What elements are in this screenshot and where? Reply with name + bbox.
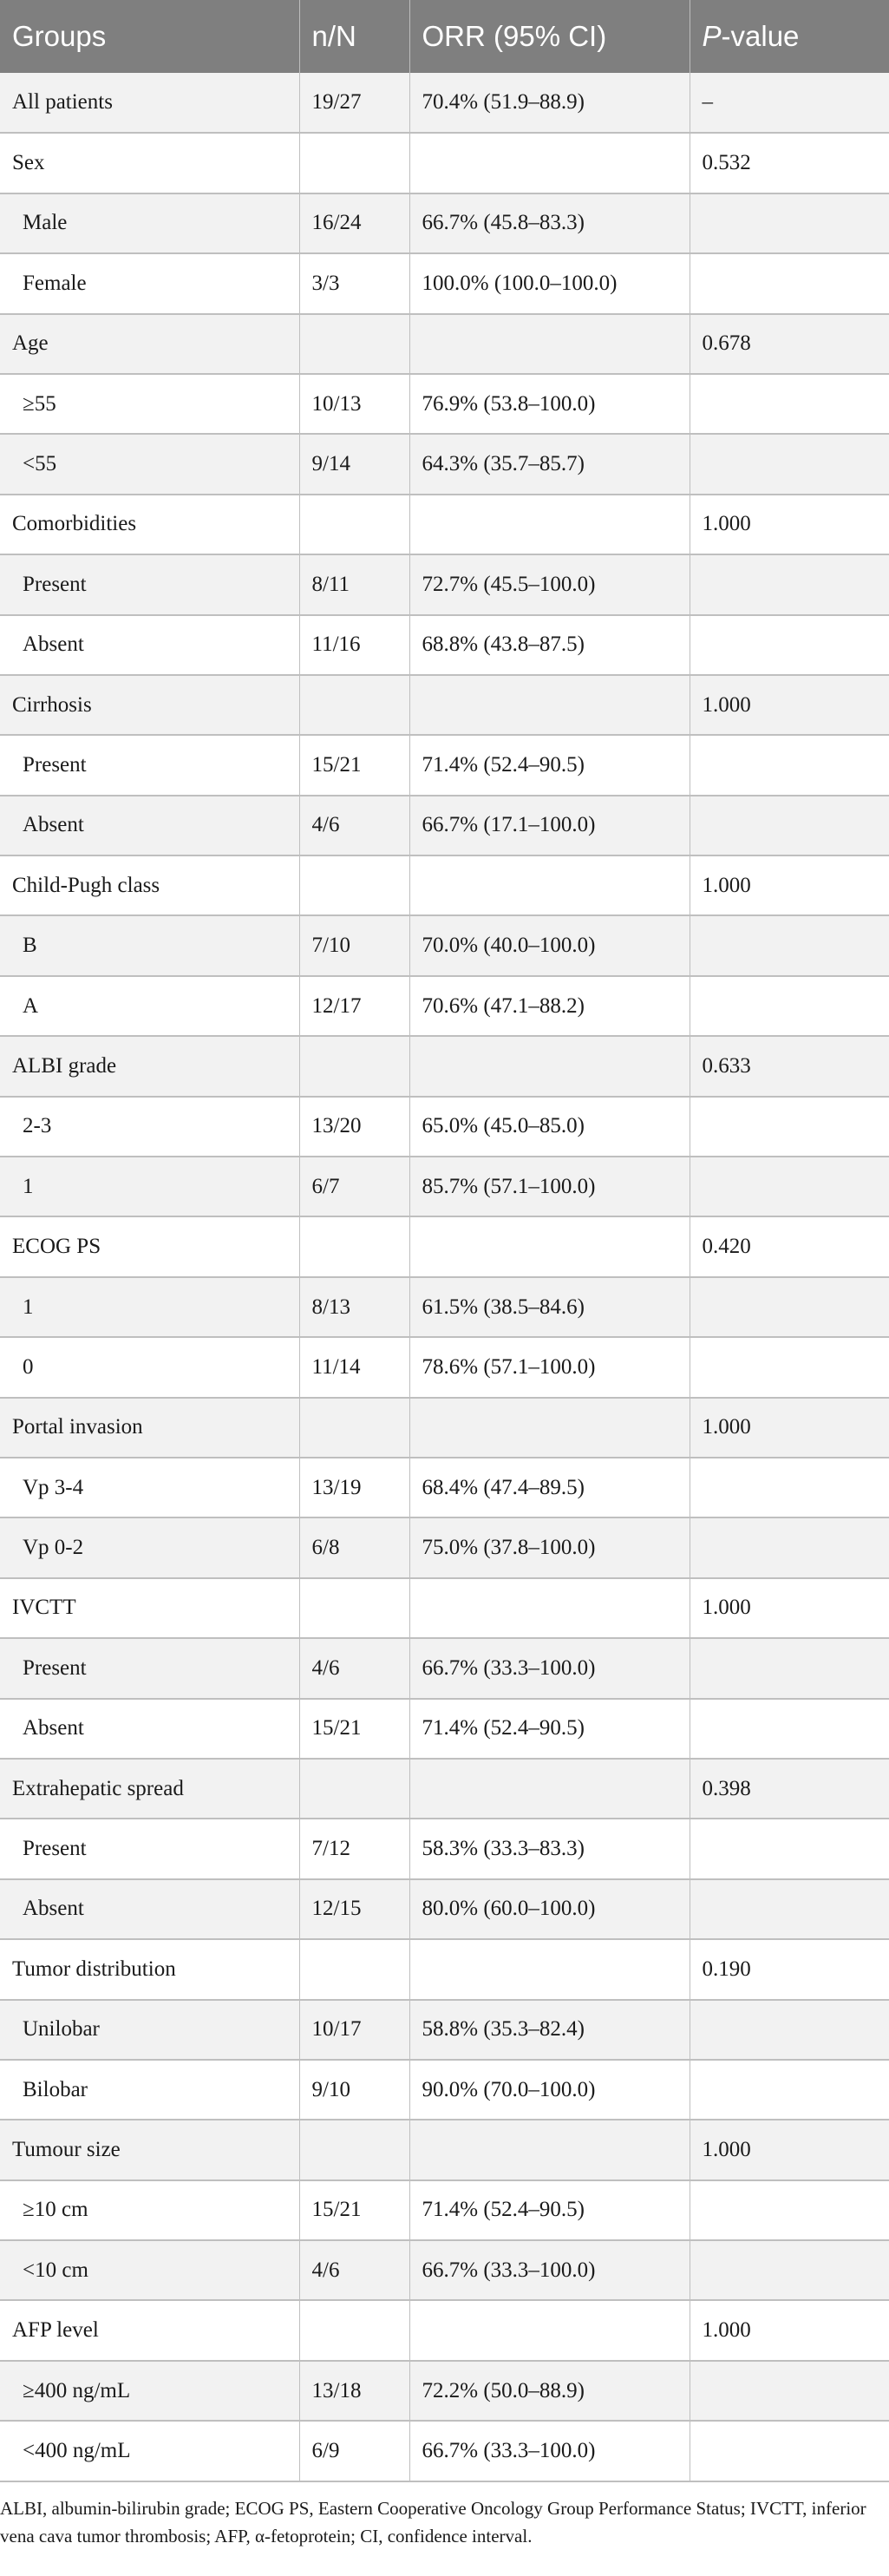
table-row (0, 2000, 889, 2060)
cell-p-value (690, 976, 889, 1036)
table-row (0, 1819, 889, 1878)
cell-p-value (690, 1157, 889, 1216)
cell-p-value (690, 1819, 889, 1878)
cell-group: Present (0, 1638, 299, 1698)
table-row (0, 1699, 889, 1759)
cell-orr (409, 495, 690, 554)
cell-n: 10/13 (299, 374, 409, 434)
cell-group: ECOG PS (0, 1216, 299, 1276)
cell-p-value (690, 374, 889, 434)
cell-orr (409, 133, 690, 193)
cell-n (299, 1216, 409, 1276)
cell-p-value: 1.000 (690, 1398, 889, 1458)
cell-n (299, 2120, 409, 2179)
cell-n (299, 1939, 409, 1999)
cell-orr: 70.6% (47.1–88.2) (409, 976, 690, 1036)
cell-p-value (690, 1458, 889, 1517)
header-orr: ORR (95% CI) (409, 0, 690, 73)
cell-orr: 68.8% (43.8–87.5) (409, 615, 690, 675)
cell-n (299, 314, 409, 374)
cell-n: 4/6 (299, 2240, 409, 2300)
cell-group: IVCTT (0, 1578, 299, 1638)
table-row (0, 434, 889, 494)
table-row (0, 1216, 889, 1276)
cell-n (299, 855, 409, 915)
cell-p-value: 0.398 (690, 1759, 889, 1819)
cell-n: 15/21 (299, 2180, 409, 2240)
cell-group: Present (0, 735, 299, 795)
cell-n: 9/10 (299, 2060, 409, 2120)
cell-orr: 76.9% (53.8–100.0) (409, 374, 690, 434)
cell-n (299, 675, 409, 735)
cell-p-value (690, 434, 889, 494)
cell-group: ≥55 (0, 374, 299, 434)
cell-orr (409, 2300, 690, 2360)
cell-p-value (690, 1097, 889, 1157)
cell-group: Present (0, 554, 299, 614)
table-row (0, 976, 889, 1036)
cell-p-value (690, 2180, 889, 2240)
cell-group: 1 (0, 1157, 299, 1216)
cell-n: 9/14 (299, 434, 409, 494)
cell-n (299, 1759, 409, 1819)
cell-p-value (690, 1879, 889, 1939)
cell-p-value (690, 193, 889, 253)
cell-group: ALBI grade (0, 1036, 299, 1096)
cell-group: Absent (0, 796, 299, 855)
cell-n (299, 1398, 409, 1458)
header-p-rest: -value (721, 20, 800, 52)
cell-p-value: 1.000 (690, 2300, 889, 2360)
table-row (0, 675, 889, 735)
cell-group: Age (0, 314, 299, 374)
cell-n (299, 133, 409, 193)
cell-group: Bilobar (0, 2060, 299, 2120)
table-row (0, 2361, 889, 2421)
cell-n: 6/9 (299, 2421, 409, 2481)
cell-orr (409, 1939, 690, 1999)
cell-group: AFP level (0, 2300, 299, 2360)
cell-group: Absent (0, 615, 299, 675)
table-row (0, 2300, 889, 2360)
cell-p-value: 0.190 (690, 1939, 889, 1999)
cell-n (299, 1578, 409, 1638)
cell-n (299, 1036, 409, 1096)
cell-group: Vp 0-2 (0, 1517, 299, 1577)
cell-orr: 72.2% (50.0–88.9) (409, 2361, 690, 2421)
cell-p-value (690, 1277, 889, 1337)
cell-orr: 72.7% (45.5–100.0) (409, 554, 690, 614)
cell-n: 15/21 (299, 1699, 409, 1759)
cell-orr (409, 1578, 690, 1638)
table-row (0, 1578, 889, 1638)
cell-group: Present (0, 1819, 299, 1878)
table-body (0, 73, 889, 2481)
cell-orr: 64.3% (35.7–85.7) (409, 434, 690, 494)
table-row (0, 314, 889, 374)
table-row (0, 1337, 889, 1397)
cell-n: 8/13 (299, 1277, 409, 1337)
cell-group: B (0, 915, 299, 975)
cell-group: 1 (0, 1277, 299, 1337)
cell-orr: 66.7% (17.1–100.0) (409, 796, 690, 855)
cell-p-value (690, 2361, 889, 2421)
cell-orr: 61.5% (38.5–84.6) (409, 1277, 690, 1337)
cell-n: 13/20 (299, 1097, 409, 1157)
cell-n: 11/14 (299, 1337, 409, 1397)
cell-n: 16/24 (299, 193, 409, 253)
table-row (0, 2240, 889, 2300)
table-row (0, 73, 889, 133)
table-row (0, 193, 889, 253)
cell-p-value (690, 2421, 889, 2481)
cell-p-value: 1.000 (690, 855, 889, 915)
cell-n: 7/12 (299, 1819, 409, 1878)
cell-n: 4/6 (299, 1638, 409, 1698)
cell-orr: 71.4% (52.4–90.5) (409, 2180, 690, 2240)
cell-group: <400 ng/mL (0, 2421, 299, 2481)
cell-group: 0 (0, 1337, 299, 1397)
cell-p-value: – (690, 73, 889, 133)
cell-p-value: 0.420 (690, 1216, 889, 1276)
table-row (0, 1759, 889, 1819)
cell-p-value: 0.633 (690, 1036, 889, 1096)
table-row (0, 1277, 889, 1337)
cell-orr: 71.4% (52.4–90.5) (409, 735, 690, 795)
cell-n: 15/21 (299, 735, 409, 795)
table-row (0, 253, 889, 313)
table-row (0, 1517, 889, 1577)
cell-orr (409, 675, 690, 735)
table-header (0, 0, 889, 73)
table-row (0, 1097, 889, 1157)
cell-n: 7/10 (299, 915, 409, 975)
cell-n: 13/18 (299, 2361, 409, 2421)
cell-group: <55 (0, 434, 299, 494)
cell-n: 12/15 (299, 1879, 409, 1939)
cell-n: 13/19 (299, 1458, 409, 1517)
cell-n: 10/17 (299, 2000, 409, 2060)
table-row (0, 554, 889, 614)
table-row (0, 495, 889, 554)
cell-p-value (690, 554, 889, 614)
cell-p-value (690, 1699, 889, 1759)
table-row (0, 615, 889, 675)
table-footnote: ALBI, albumin-bilirubin grade; ECOG PS, Eastern Cooperative Oncology Group Performance Status; IVCTT, inferior vena cava tumor thrombosis; AFP, α-fetoprotein; CI, confidence interval. (0, 2497, 866, 2547)
cell-orr: 78.6% (57.1–100.0) (409, 1337, 690, 1397)
cell-p-value: 0.678 (690, 314, 889, 374)
cell-orr: 71.4% (52.4–90.5) (409, 1699, 690, 1759)
cell-group: Absent (0, 1699, 299, 1759)
cell-p-value (690, 615, 889, 675)
table-row (0, 374, 889, 434)
table-row (0, 1157, 889, 1216)
cell-orr (409, 314, 690, 374)
cell-orr: 80.0% (60.0–100.0) (409, 1879, 690, 1939)
table-row (0, 796, 889, 855)
table-row (0, 133, 889, 193)
cell-p-value (690, 1337, 889, 1397)
cell-p-value: 1.000 (690, 1578, 889, 1638)
cell-n: 19/27 (299, 73, 409, 133)
table-row (0, 2421, 889, 2481)
cell-group: Female (0, 253, 299, 313)
cell-p-value: 1.000 (690, 675, 889, 735)
cell-orr: 58.8% (35.3–82.4) (409, 2000, 690, 2060)
table-row (0, 2120, 889, 2179)
table-row (0, 1398, 889, 1458)
cell-orr (409, 855, 690, 915)
table-row (0, 915, 889, 975)
cell-n: 3/3 (299, 253, 409, 313)
table-row (0, 1879, 889, 1939)
cell-group: All patients (0, 73, 299, 133)
cell-p-value (690, 1517, 889, 1577)
header-n: n/N (299, 0, 409, 73)
table-row (0, 1939, 889, 1999)
cell-group: Extrahepatic spread (0, 1759, 299, 1819)
cell-n: 11/16 (299, 615, 409, 675)
cell-group: ≥400 ng/mL (0, 2361, 299, 2421)
cell-orr: 65.0% (45.0–85.0) (409, 1097, 690, 1157)
cell-n: 6/8 (299, 1517, 409, 1577)
cell-group: Male (0, 193, 299, 253)
cell-group: Child-Pugh class (0, 855, 299, 915)
cell-orr: 66.7% (45.8–83.3) (409, 193, 690, 253)
cell-orr (409, 1036, 690, 1096)
header-p-italic: P (702, 20, 722, 52)
cell-n (299, 495, 409, 554)
cell-p-value (690, 1638, 889, 1698)
cell-group: A (0, 976, 299, 1036)
cell-group: Unilobar (0, 2000, 299, 2060)
table-row (0, 1638, 889, 1698)
header-p-value (690, 0, 889, 73)
cell-p-value (690, 2240, 889, 2300)
cell-group: <10 cm (0, 2240, 299, 2300)
cell-n: 6/7 (299, 1157, 409, 1216)
header-groups: Groups (0, 0, 299, 73)
cell-group: Sex (0, 133, 299, 193)
cell-orr: 66.7% (33.3–100.0) (409, 2240, 690, 2300)
cell-orr (409, 1216, 690, 1276)
cell-group: Cirrhosis (0, 675, 299, 735)
cell-p-value (690, 253, 889, 313)
cell-orr: 85.7% (57.1–100.0) (409, 1157, 690, 1216)
cell-n: 12/17 (299, 976, 409, 1036)
cell-group: 2-3 (0, 1097, 299, 1157)
cell-p-value (690, 2060, 889, 2120)
cell-orr (409, 2120, 690, 2179)
cell-group: ≥10 cm (0, 2180, 299, 2240)
table-row (0, 855, 889, 915)
cell-p-value: 1.000 (690, 495, 889, 554)
cell-group: Portal invasion (0, 1398, 299, 1458)
cell-n: 8/11 (299, 554, 409, 614)
cell-group: Comorbidities (0, 495, 299, 554)
cell-orr: 70.0% (40.0–100.0) (409, 915, 690, 975)
cell-group: Absent (0, 1879, 299, 1939)
cell-group: Tumor distribution (0, 1939, 299, 1999)
cell-orr: 66.7% (33.3–100.0) (409, 2421, 690, 2481)
table-row (0, 2060, 889, 2120)
table-row (0, 735, 889, 795)
cell-orr: 75.0% (37.8–100.0) (409, 1517, 690, 1577)
cell-n: 4/6 (299, 796, 409, 855)
table-row (0, 1036, 889, 1096)
cell-orr: 58.3% (33.3–83.3) (409, 1819, 690, 1878)
cell-p-value (690, 2000, 889, 2060)
cell-p-value (690, 796, 889, 855)
cell-orr: 66.7% (33.3–100.0) (409, 1638, 690, 1698)
cell-orr: 70.4% (51.9–88.9) (409, 73, 690, 133)
table-row (0, 2180, 889, 2240)
cell-orr (409, 1398, 690, 1458)
table-row (0, 1458, 889, 1517)
cell-group: Vp 3-4 (0, 1458, 299, 1517)
cell-n (299, 2300, 409, 2360)
cell-orr: 90.0% (70.0–100.0) (409, 2060, 690, 2120)
cell-orr: 68.4% (47.4–89.5) (409, 1458, 690, 1517)
cell-p-value (690, 915, 889, 975)
cell-group: Tumour size (0, 2120, 299, 2179)
cell-p-value: 1.000 (690, 2120, 889, 2179)
cell-orr: 100.0% (100.0–100.0) (409, 253, 690, 313)
cell-p-value (690, 735, 889, 795)
cell-p-value: 0.532 (690, 133, 889, 193)
cell-orr (409, 1759, 690, 1819)
